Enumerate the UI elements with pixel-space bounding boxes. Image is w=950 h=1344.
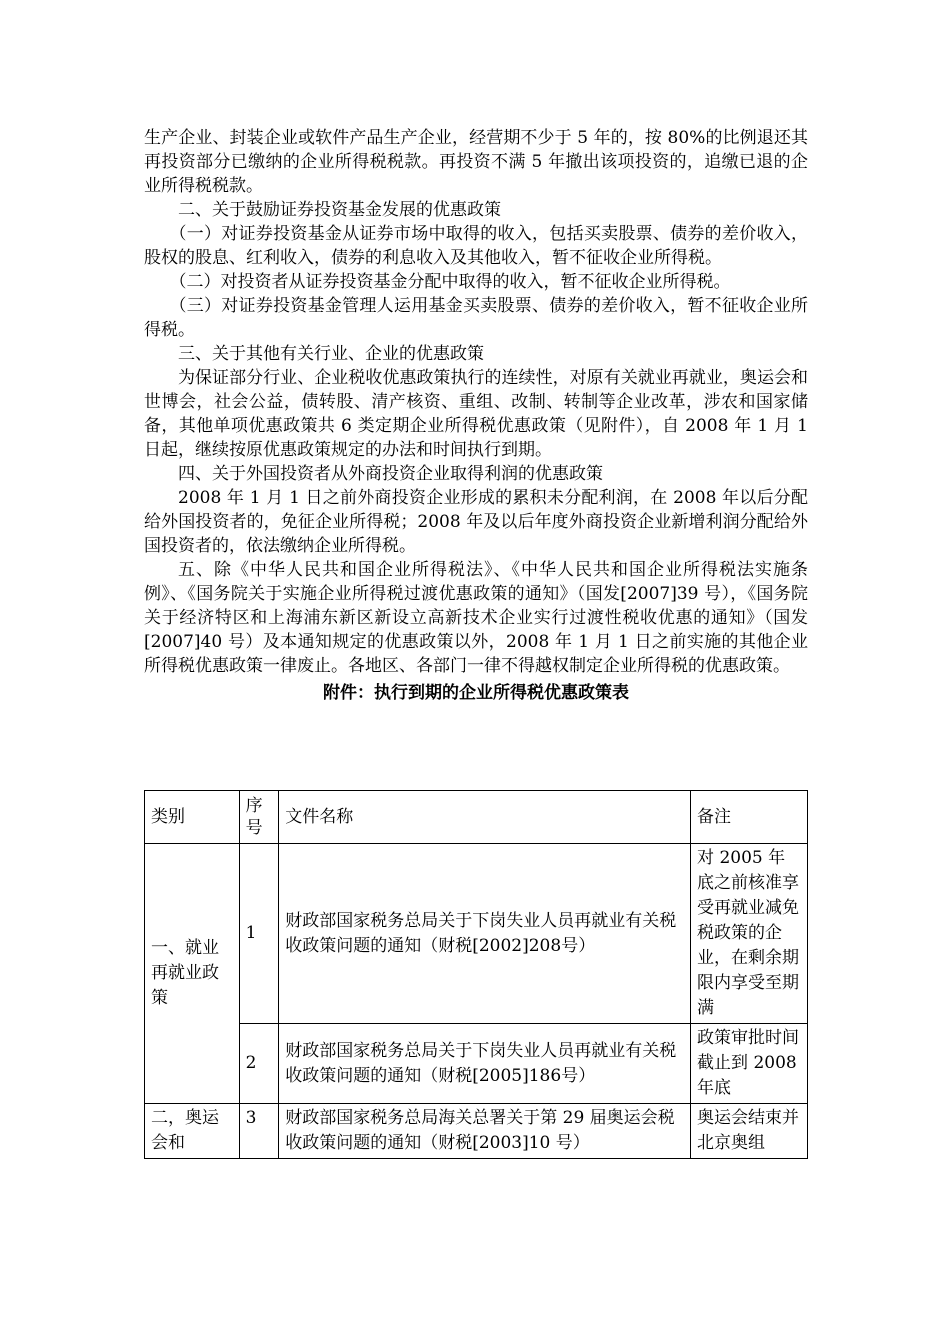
- note-cell: 政策审批时间截止到 2008 年底: [691, 1024, 808, 1104]
- header-seq: 序号: [239, 791, 279, 844]
- section-heading-3: 三、关于其他有关行业、企业的优惠政策: [178, 344, 484, 364]
- header-category: 类别: [145, 791, 240, 844]
- document-body: [144, 126, 808, 705]
- paragraph-5: 五、除《中华人民共和国企业所得税法》、《中华人民共和国企业所得税法实施条例》、《国务院关于实施企业所得税过渡优惠政策的通知》（国发[2007]39 号），《国务院关于经济特区和上海浦东新区新设立高新技术企业实行过渡性税收优惠的通知》（国发[2007]40 号）及本通知规定的优惠政策以外，2008 年 1 月 1 日之前实施的其他企业所得税优惠政策一律废止。各地区、各部门一律不得越权制定企业所得税的优惠政策。: [144, 560, 808, 676]
- paragraph-reinvestment: 生产企业、封装企业或软件产品生产企业，经营期不少于 5 年的，按 80%的比例退还其再投资部分已缴纳的企业所得税税款。再投资不满 5 年撤出该项投资的，追缴已退的企业所得税税款。: [144, 128, 808, 196]
- section-heading-2: 二、关于鼓励证券投资基金发展的优惠政策: [178, 200, 501, 220]
- paragraph-3: 为保证部分行业、企业税收优惠政策执行的连续性，对原有关就业再就业，奥运会和世博会，社会公益，债转股、清产核资、重组、改制、转制等企业改革，涉农和国家储备，其他单项优惠政策共 6 类定期企业所得税优惠政策（见附件），自 2008 年 1 月 1 日起，继续按原优惠政策规定的办法和时间执行到期。: [144, 368, 808, 460]
- section-heading-4: 四、关于外国投资者从外商投资企业取得利润的优惠政策: [178, 464, 603, 484]
- paragraph-2-1: （一）对证券投资基金从证券市场中取得的收入，包括买卖股票、债券的差价收入，股权的股息、红利收入，债券的利息收入及其他收入，暂不征收企业所得税。: [144, 224, 808, 268]
- seq-cell: 2: [239, 1024, 279, 1104]
- attachment-title: 附件：执行到期的企业所得税优惠政策表: [323, 683, 629, 703]
- category-cell: 二，奥运会和: [145, 1104, 240, 1159]
- seq-cell: 3: [239, 1104, 279, 1159]
- paragraph-2-3: （三）对证券投资基金管理人运用基金买卖股票、债券的差价收入，暂不征收企业所得税。: [144, 296, 808, 340]
- category-cell: 一、就业再就业政策: [145, 844, 240, 1104]
- note-cell: 对 2005 年底之前核准享受再就业减免税政策的企业，在剩余期限内享受至期满: [691, 844, 808, 1024]
- table-row: [145, 1024, 808, 1104]
- table-row: [145, 844, 808, 1024]
- note-cell: 奥运会结束并北京奥组: [691, 1104, 808, 1159]
- doc-cell: 财政部国家税务总局海关总署关于第 29 届奥运会税收政策问题的通知（财税[2003]10 号）: [279, 1104, 691, 1159]
- header-note: 备注: [691, 791, 808, 844]
- seq-cell: 1: [239, 844, 279, 1024]
- table-header-row: [145, 791, 808, 844]
- paragraph-2-2: （二）对投资者从证券投资基金分配中取得的收入，暂不征收企业所得税。: [169, 272, 731, 292]
- doc-cell: 财政部国家税务总局关于下岗失业人员再就业有关税收政策问题的通知（财税[2002]208号）: [279, 844, 691, 1024]
- header-doc: 文件名称: [279, 791, 691, 844]
- doc-cell: 财政部国家税务总局关于下岗失业人员再就业有关税收政策问题的通知（财税[2005]186号）: [279, 1024, 691, 1104]
- table-row: [145, 1104, 808, 1159]
- paragraph-4: 2008 年 1 月 1 日之前外商投资企业形成的累积未分配利润，在 2008 年以后分配给外国投资者的，免征企业所得税；2008 年及以后年度外商投资企业新增利润分配给外国投资者的，依法缴纳企业所得税。: [144, 488, 808, 556]
- policy-table: [144, 790, 808, 1159]
